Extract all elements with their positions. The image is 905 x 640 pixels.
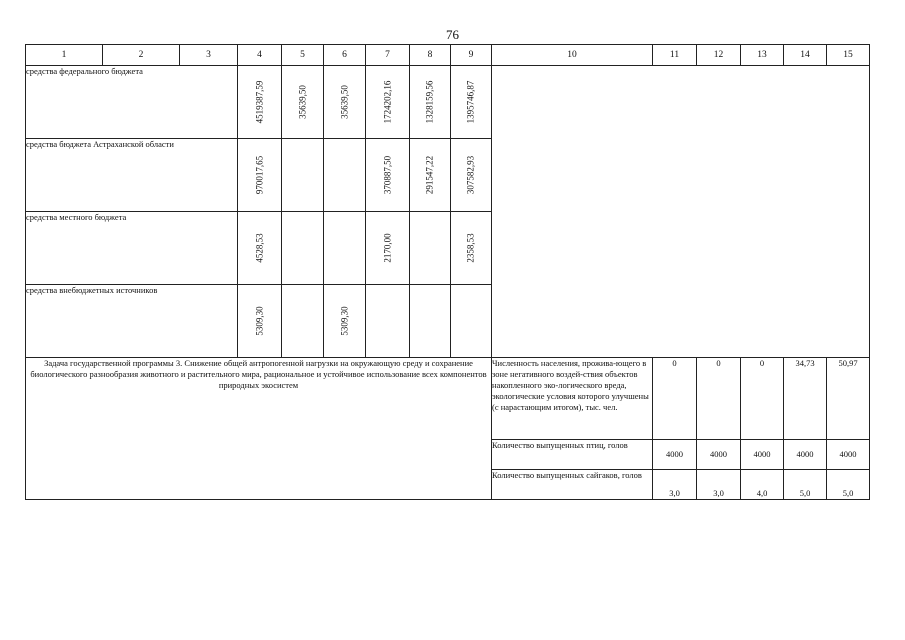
indicator-value: 4000 <box>697 440 741 470</box>
indicator-value: 5,0 <box>827 470 870 500</box>
funding-label: средства внебюджетных источников <box>26 285 238 358</box>
page-number: 76 <box>446 27 459 42</box>
col-header: 8 <box>410 45 451 66</box>
col-header: 12 <box>697 45 741 66</box>
value-cell <box>410 139 451 212</box>
col-header: 2 <box>103 45 180 66</box>
indicator-value: 4000 <box>741 440 784 470</box>
value-cell <box>366 139 410 212</box>
indicator-value: 34,73 <box>784 358 827 440</box>
col-header: 7 <box>366 45 410 66</box>
value-cell <box>238 139 282 212</box>
value-cell <box>366 212 410 285</box>
value-cell <box>282 66 324 139</box>
col-header: 11 <box>653 45 697 66</box>
indicator-value: 4000 <box>827 440 870 470</box>
indicator-value: 5,0 <box>784 470 827 500</box>
value-col7: 370887,50 <box>382 155 392 195</box>
col-header: 10 <box>492 45 653 66</box>
col-header: 3 <box>180 45 238 66</box>
value-col6: 5309,30 <box>339 306 349 336</box>
value-cell <box>238 66 282 139</box>
col-header: 15 <box>827 45 870 66</box>
indicator-label: Численность населения, прожива-ющего в зоне негативного воздей-ствия объектов накопленного эко-логического вреда, экологические условия которого улучшены (с нарастающим итогом), тыс. чел. <box>492 358 653 440</box>
value-cell <box>366 285 410 358</box>
value-cell <box>324 285 366 358</box>
task-row <box>26 358 870 440</box>
col-header: 9 <box>451 45 492 66</box>
value-col8: 1328159,56 <box>424 80 435 124</box>
indicator-value: 0 <box>697 358 741 440</box>
value-col8: 291547,22 <box>424 155 435 195</box>
value-cell <box>324 212 366 285</box>
value-cell <box>410 66 451 139</box>
value-col4: 970017,65 <box>254 155 264 195</box>
value-col4: 4519387,59 <box>254 80 264 124</box>
indicator-value: 50,97 <box>827 358 870 440</box>
value-col7: 2170,00 <box>382 233 392 263</box>
empty-indicator-area <box>492 66 870 358</box>
value-col9: 2358,53 <box>465 233 476 263</box>
value-cell <box>238 212 282 285</box>
funding-label: средства федерального бюджета <box>26 66 238 139</box>
indicator-value: 4,0 <box>741 470 784 500</box>
value-cell <box>451 285 492 358</box>
col-header: 13 <box>741 45 784 66</box>
value-col4: 5309,30 <box>254 306 264 336</box>
funding-row <box>26 66 870 139</box>
indicator-value: 3,0 <box>697 470 741 500</box>
value-cell <box>324 66 366 139</box>
indicator-value: 3,0 <box>653 470 697 500</box>
funding-label: средства местного бюджета <box>26 212 238 285</box>
header-row <box>26 45 870 66</box>
value-cell <box>451 66 492 139</box>
indicator-label: Количество выпущенных птиц, голов <box>492 440 653 470</box>
col-header: 14 <box>784 45 827 66</box>
indicator-label: Количество выпущенных сайгаков, голов <box>492 470 653 500</box>
value-col6: 35639,50 <box>339 85 349 119</box>
value-cell <box>410 212 451 285</box>
value-cell <box>451 139 492 212</box>
task-description: Задача государственной программы 3. Снижение общей антропогенной нагрузки на окружающую среду и сохранение биологического разнообразия животного и растительного мира, рациональное и устойчивое использование всех компонентов природных экосистем <box>26 358 492 500</box>
value-cell <box>282 139 324 212</box>
indicator-value: 4000 <box>784 440 827 470</box>
value-cell <box>238 285 282 358</box>
col-header: 5 <box>282 45 324 66</box>
col-header: 4 <box>238 45 282 66</box>
col-header: 1 <box>26 45 103 66</box>
value-col9: 1395746,87 <box>465 80 476 124</box>
value-col5: 35639,50 <box>297 85 307 119</box>
indicator-value: 0 <box>653 358 697 440</box>
value-col7: 1724202,16 <box>382 80 392 124</box>
value-cell <box>282 285 324 358</box>
col-header: 6 <box>324 45 366 66</box>
value-col9: 307582,93 <box>465 155 476 195</box>
value-cell <box>366 66 410 139</box>
program-table <box>25 44 870 500</box>
value-cell <box>324 139 366 212</box>
value-cell <box>451 212 492 285</box>
funding-label: средства бюджета Астраханской области <box>26 139 238 212</box>
value-cell <box>410 285 451 358</box>
indicator-value: 4000 <box>653 440 697 470</box>
value-col4: 4528,53 <box>254 233 264 263</box>
value-cell <box>282 212 324 285</box>
indicator-value: 0 <box>741 358 784 440</box>
